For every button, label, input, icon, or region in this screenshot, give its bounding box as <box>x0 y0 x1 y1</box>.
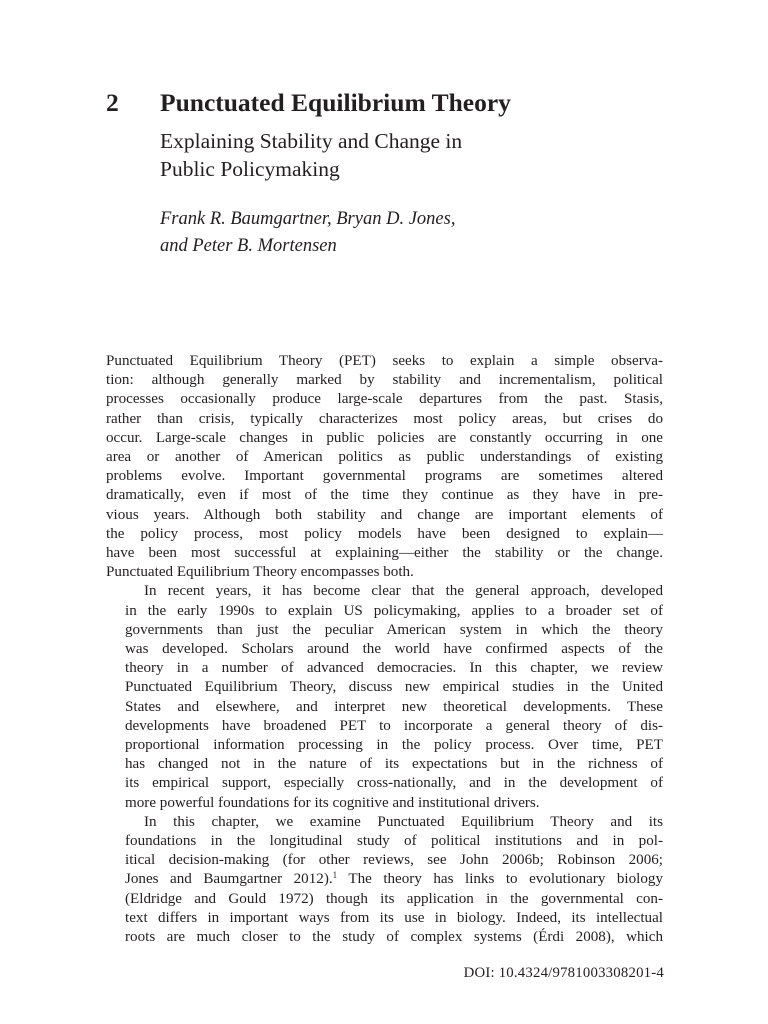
chapter-title: Punctuated Equilibrium Theory <box>160 88 511 117</box>
text-line: dramatically, even if most of the time they continue as they have in pre- <box>106 487 663 504</box>
text-segment: Jones and Baumgartner 2012). <box>125 871 333 888</box>
author-line: and Peter B. Mortensen <box>160 236 337 256</box>
text-line: developments have broadened PET to incorporate a general theory of dis- <box>125 717 663 734</box>
body-paragraph <box>106 813 663 947</box>
text-line: Punctuated Equilibrium Theory, discuss new empirical studies in the United <box>125 679 663 696</box>
text-line: area or another of American politics as public understandings of existing <box>106 449 663 466</box>
chapter-subtitle <box>160 127 462 183</box>
text-line: problems evolve. Important governmental programs are sometimes altered <box>106 468 663 485</box>
text-line: processes occasionally produce large-scale departures from the past. Stasis, <box>106 391 663 408</box>
body-paragraph <box>106 582 663 812</box>
text-line: (Eldridge and Gould 1972) though its application in the governmental con- <box>125 890 663 907</box>
text-line: has changed not in the nature of its expectations but in the richness of <box>125 756 663 773</box>
text-line: the policy process, most policy models have been designed to explain— <box>106 525 663 542</box>
text-line: foundations in the longitudinal study of political institutions and in pol- <box>125 833 663 850</box>
text-line: In this chapter, we examine Punctuated Equilibrium Theory and its <box>144 813 663 830</box>
text-line: theory in a number of advanced democracies. In this chapter, we review <box>125 660 663 677</box>
text-line: itical decision-making (for other reviews, see John 2006b; Robinson 2006; <box>125 852 663 869</box>
text-line: occur. Large-scale changes in public policies are constantly occurring in one <box>106 429 663 446</box>
chapter-authors <box>160 206 455 260</box>
text-line: have been most successful at explaining—either the stability or the change. <box>106 545 663 562</box>
text-segment: The theory has links to evolutionary biology <box>337 871 664 888</box>
text-line: Punctuated Equilibrium Theory (PET) seeks to explain a simple observa- <box>106 353 663 369</box>
text-line: roots are much closer to the study of complex systems (Érdi 2008), which <box>125 929 663 946</box>
text-line: governments than just the peculiar American system in which the theory <box>125 621 663 638</box>
text-line: States and elsewhere, and interpret new theoretical developments. These <box>125 698 663 715</box>
chapter-body <box>106 352 663 947</box>
text-line: Punctuated Equilibrium Theory encompasses both. <box>106 564 414 581</box>
text-line: vious years. Although both stability and change are important elements of <box>106 506 663 523</box>
text-line: in the early 1990s to explain US policymaking, applies to a broader set of <box>125 602 663 619</box>
text-line-with-footnote <box>106 870 663 889</box>
text-line: text differs in important ways from its use in biology. Indeed, its intellectual <box>125 909 663 926</box>
doi-footer: DOI: 10.4324/9781003308201-4 <box>463 965 664 981</box>
text-line: In recent years, it has become clear that the general approach, developed <box>144 583 663 600</box>
text-line: tion: although generally marked by stability and incrementalism, political <box>106 372 663 389</box>
author-line: Frank R. Baumgartner, Bryan D. Jones, <box>160 209 456 229</box>
subtitle-line: Explaining Stability and Change in <box>160 129 463 153</box>
body-paragraph <box>106 352 663 582</box>
text-line: was developed. Scholars around the world have confirmed aspects of the <box>125 641 663 658</box>
text-line: proportional information processing in the policy process. Over time, PET <box>125 737 663 754</box>
subtitle-line: Public Policymaking <box>160 157 340 181</box>
chapter-number: 2 <box>106 88 119 117</box>
footnote-marker[interactable]: 1 <box>332 870 338 881</box>
text-line: its empirical support, especially cross-nationally, and in the development of <box>125 775 663 792</box>
text-line: rather than crisis, typically characterizes most policy areas, but crises do <box>106 410 663 427</box>
text-line: more powerful foundations for its cognitive and institutional drivers. <box>125 794 540 811</box>
